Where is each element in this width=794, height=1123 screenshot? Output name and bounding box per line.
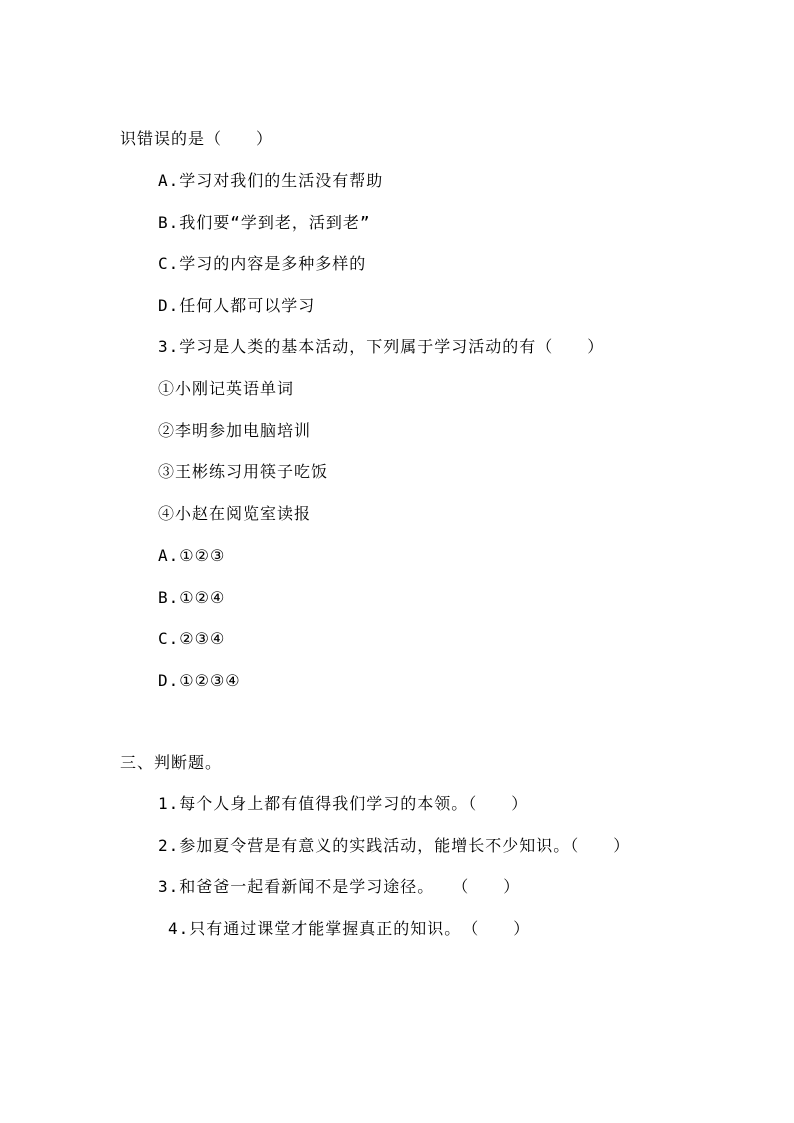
question-3-stem: 3.学习是人类的基本活动，下列属于学习活动的有（ ） bbox=[158, 337, 605, 356]
question-2-option-c: C.学习的内容是多种多样的 bbox=[158, 254, 367, 273]
question-2-option-d: D.任何人都可以学习 bbox=[158, 296, 316, 315]
question-3-item-1: ①小刚记英语单词 bbox=[158, 379, 295, 398]
true-false-item-4: 4.只有通过课堂才能掌握真正的知识。 （ ） bbox=[168, 919, 531, 938]
true-false-item-3: 3.和爸爸一起看新闻不是学习途径。 （ ） bbox=[158, 877, 521, 896]
question-2-option-a: A.学习对我们的生活没有帮助 bbox=[158, 171, 384, 190]
question-3-option-d: D.①②③④ bbox=[158, 671, 241, 690]
question-3-option-c: C.②③④ bbox=[158, 629, 226, 648]
question-3-option-b: B.①②④ bbox=[158, 588, 226, 607]
question-3-option-a: A.①②③ bbox=[158, 546, 226, 565]
question-3-item-2: ②李明参加电脑培训 bbox=[158, 421, 312, 440]
question-3-item-4: ④小赵在阅览室读报 bbox=[158, 504, 312, 523]
question-2-option-b: B.我们要“学到老，活到老” bbox=[158, 213, 371, 232]
question-3-item-3: ③王彬练习用筷子吃饭 bbox=[158, 462, 329, 481]
true-false-item-2: 2.参加夏令营是有意义的实践活动，能增长不少知识。（ ） bbox=[158, 836, 631, 855]
section-heading-true-false: 三、判断题。 bbox=[120, 753, 223, 772]
question-2-stem-continuation: 识错误的是（ ） bbox=[120, 129, 274, 148]
true-false-item-1: 1.每个人身上都有值得我们学习的本领。（ ） bbox=[158, 794, 529, 813]
